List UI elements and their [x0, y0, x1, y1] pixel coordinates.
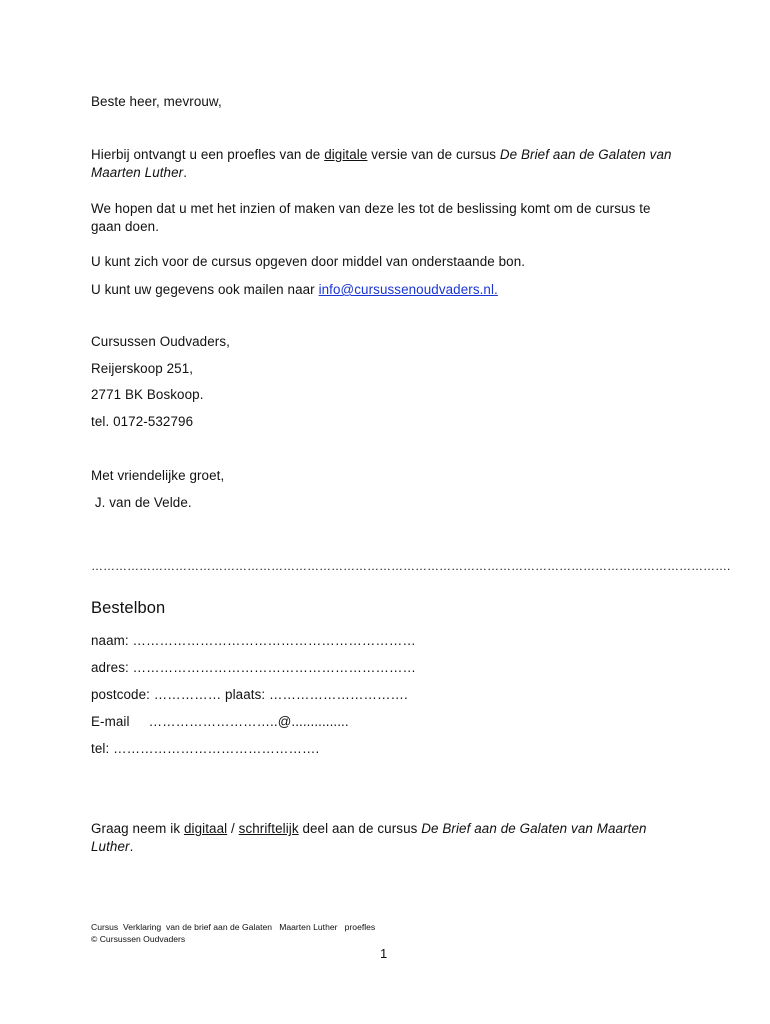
choice-text-start: Graag neem ik	[91, 821, 184, 836]
closing: Met vriendelijke groet,	[91, 468, 225, 483]
paragraph-email	[91, 281, 498, 299]
paragraph-hope: We hopen dat u met het inzien of maken van deze les tot de beslissing komt om de cursus te gaan doen.	[91, 201, 651, 234]
footer-copyright: © Cursussen Oudvaders	[91, 934, 186, 944]
intro-digitale-underlined: digitale	[324, 147, 368, 162]
intro-course-title: De Brief aan de Galaten van Maarten Luther	[91, 147, 672, 180]
form-field-naam[interactable]: naam: ………………………………………………………	[91, 633, 416, 648]
address-city: 2771 BK Boskoop.	[91, 387, 204, 402]
email-text: U kunt uw gegevens ook mailen naar	[91, 282, 319, 297]
separator-line: …………………………………………………………………………………………………………………………………………….	[91, 559, 731, 573]
form-field-postcode-plaats[interactable]: postcode: …………… plaats: ………………………….	[91, 687, 408, 702]
form-field-adres[interactable]: adres: ………………………………………………………	[91, 660, 416, 675]
choice-text-middle: deel aan de cursus	[298, 821, 422, 836]
signature: J. van de Velde.	[91, 495, 192, 510]
choice-option-schriftelijk[interactable]: schriftelijk	[238, 821, 299, 836]
choice-text-end: .	[129, 839, 134, 854]
intro-text-end: .	[183, 165, 188, 180]
paragraph-signup: U kunt zich voor de cursus opgeven door middel van onderstaande bon.	[91, 254, 526, 269]
greeting: Beste heer, mevrouw,	[91, 94, 222, 109]
footer-course-line: Cursus Verklaring van de brief aan de Galaten Maarten Luther proefles	[91, 922, 376, 932]
choice-option-digitaal[interactable]: digitaal	[183, 821, 228, 836]
address-street: Reijerskoop 251,	[91, 361, 194, 376]
choice-separator: /	[227, 821, 239, 836]
address-phone: tel. 0172-532796	[91, 414, 194, 429]
choice-course-title: De Brief aan de Galaten van Maarten Luther	[91, 821, 647, 854]
page-number: 1	[380, 946, 388, 961]
email-link[interactable]: info@cursussenoudvaders.nl.	[318, 282, 498, 297]
paragraph-intro	[91, 146, 681, 182]
intro-text-middle: versie van de cursus	[367, 147, 500, 162]
form-title: Bestelbon	[91, 599, 166, 617]
intro-text-start: Hierbij ontvangt u een proefles van de	[91, 147, 325, 162]
form-choice-paragraph	[91, 820, 681, 856]
form-field-email[interactable]: E-mail ………………………..@...............	[91, 714, 349, 729]
form-field-tel[interactable]: tel: ……………………………………….	[91, 741, 320, 756]
address-org: Cursussen Oudvaders,	[91, 334, 230, 349]
